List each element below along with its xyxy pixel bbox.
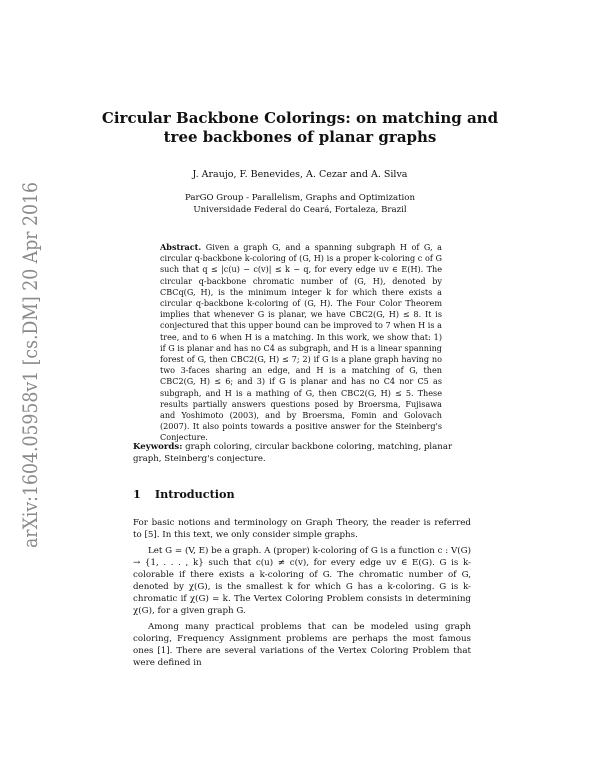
title-line-1: Circular Backbone Colorings: on matching and xyxy=(101,109,499,127)
affiliation-line-2: Universidade Federal do Ceará, Fortaleza, Brazil xyxy=(193,204,407,215)
section-number: 1 xyxy=(133,487,141,501)
authors: J. Araujo, F. Benevides, A. Cezar and A. Silva xyxy=(192,169,408,180)
body-text xyxy=(133,517,471,673)
affiliation xyxy=(100,193,500,216)
section-heading xyxy=(133,487,471,501)
paragraph-1: For basic notions and terminology on Graph Theory, the reader is referred to [5]. In this text, we only consider simple graphs. xyxy=(133,518,471,540)
abstract-text: Given a graph G, and a spanning subgraph H of G, a circular q-backbone k-coloring of (G, H) is a proper k-coloring c of G such that q ≤ |c(u) − c(v)| ≤ k − q, for every edge uv ∈ E(H). The circular q-backbone chromatic number of (G, H), denoted by CBCq(G, H), is the minimum integer k for which there exists a circular q-backbone k-coloring of (G, H). The Four Color Theorem implies that whenever G is planar, we have CBC2(G, H) ≤ 8. It is conjectured that this upper bound can be improved to 7 when H is a tree, and to 6 when H is a matching. In this work, we show that: 1) if G is planar and has no C4 as subgraph, and H is a linear spanning forest of G, then CBC2(G, H) ≤ 7; 2) if G is a plane graph having no two 3-faces sharing an edge, and H is a matching of G, then CBC2(G, H) ≤ 6; and 3) if G is planar and has no C4 nor C5 as subgraph, and H is a mathing of G, then CBC2(G, H) ≤ 5. These results partially answers questions posed by Broersma, Fujisawa and Yoshimoto (2003), and by Broersma, Fomin and Golovach (2007). It also points towards a positive answer for the Steinberg's Conjecture. xyxy=(160,242,442,443)
keywords-text: graph coloring, circular backbone coloring, matching, planar graph, Steinberg's conjecture. xyxy=(133,442,453,464)
paper-title xyxy=(100,109,500,147)
abstract xyxy=(160,242,442,444)
arxiv-stamp-text: arXiv:1604.05958v1 [cs.DM] 20 Apr 2016 xyxy=(18,180,42,548)
affiliation-line-1: ParGO Group - Parallelism, Graphs and Optimization xyxy=(184,193,416,203)
arxiv-stamp xyxy=(10,180,50,550)
title-line-2: tree backbones of planar graphs xyxy=(163,128,437,146)
keywords-label: Keywords: xyxy=(133,442,183,452)
abstract-label: Abstract. xyxy=(160,242,202,252)
section-title: Introduction xyxy=(154,487,235,501)
paragraph-2: Let G = (V, E) be a graph. A (proper) k-coloring of G is a function c : V(G) → {1, . . . , k} such that c(u) ≠ c(v), for every edge uv ∈ E(G). G is k-colorable if there exists a k-coloring of G. The chromatic number of G, denoted by χ(G), is the smallest k for which G has a k-coloring. G is k-chromatic if χ(G) = k. The Vertex Coloring Problem consists in determining χ(G), for a given graph G. xyxy=(133,546,471,616)
arxiv-stamp-svg xyxy=(10,180,50,550)
paragraph-3: Among many practical problems that can be modeled using graph coloring, Frequency Assignment problems are perhaps the most famous ones [1]. There are several variations of the Vertex Coloring Problem that were defined in xyxy=(133,622,471,668)
keywords xyxy=(133,441,471,465)
